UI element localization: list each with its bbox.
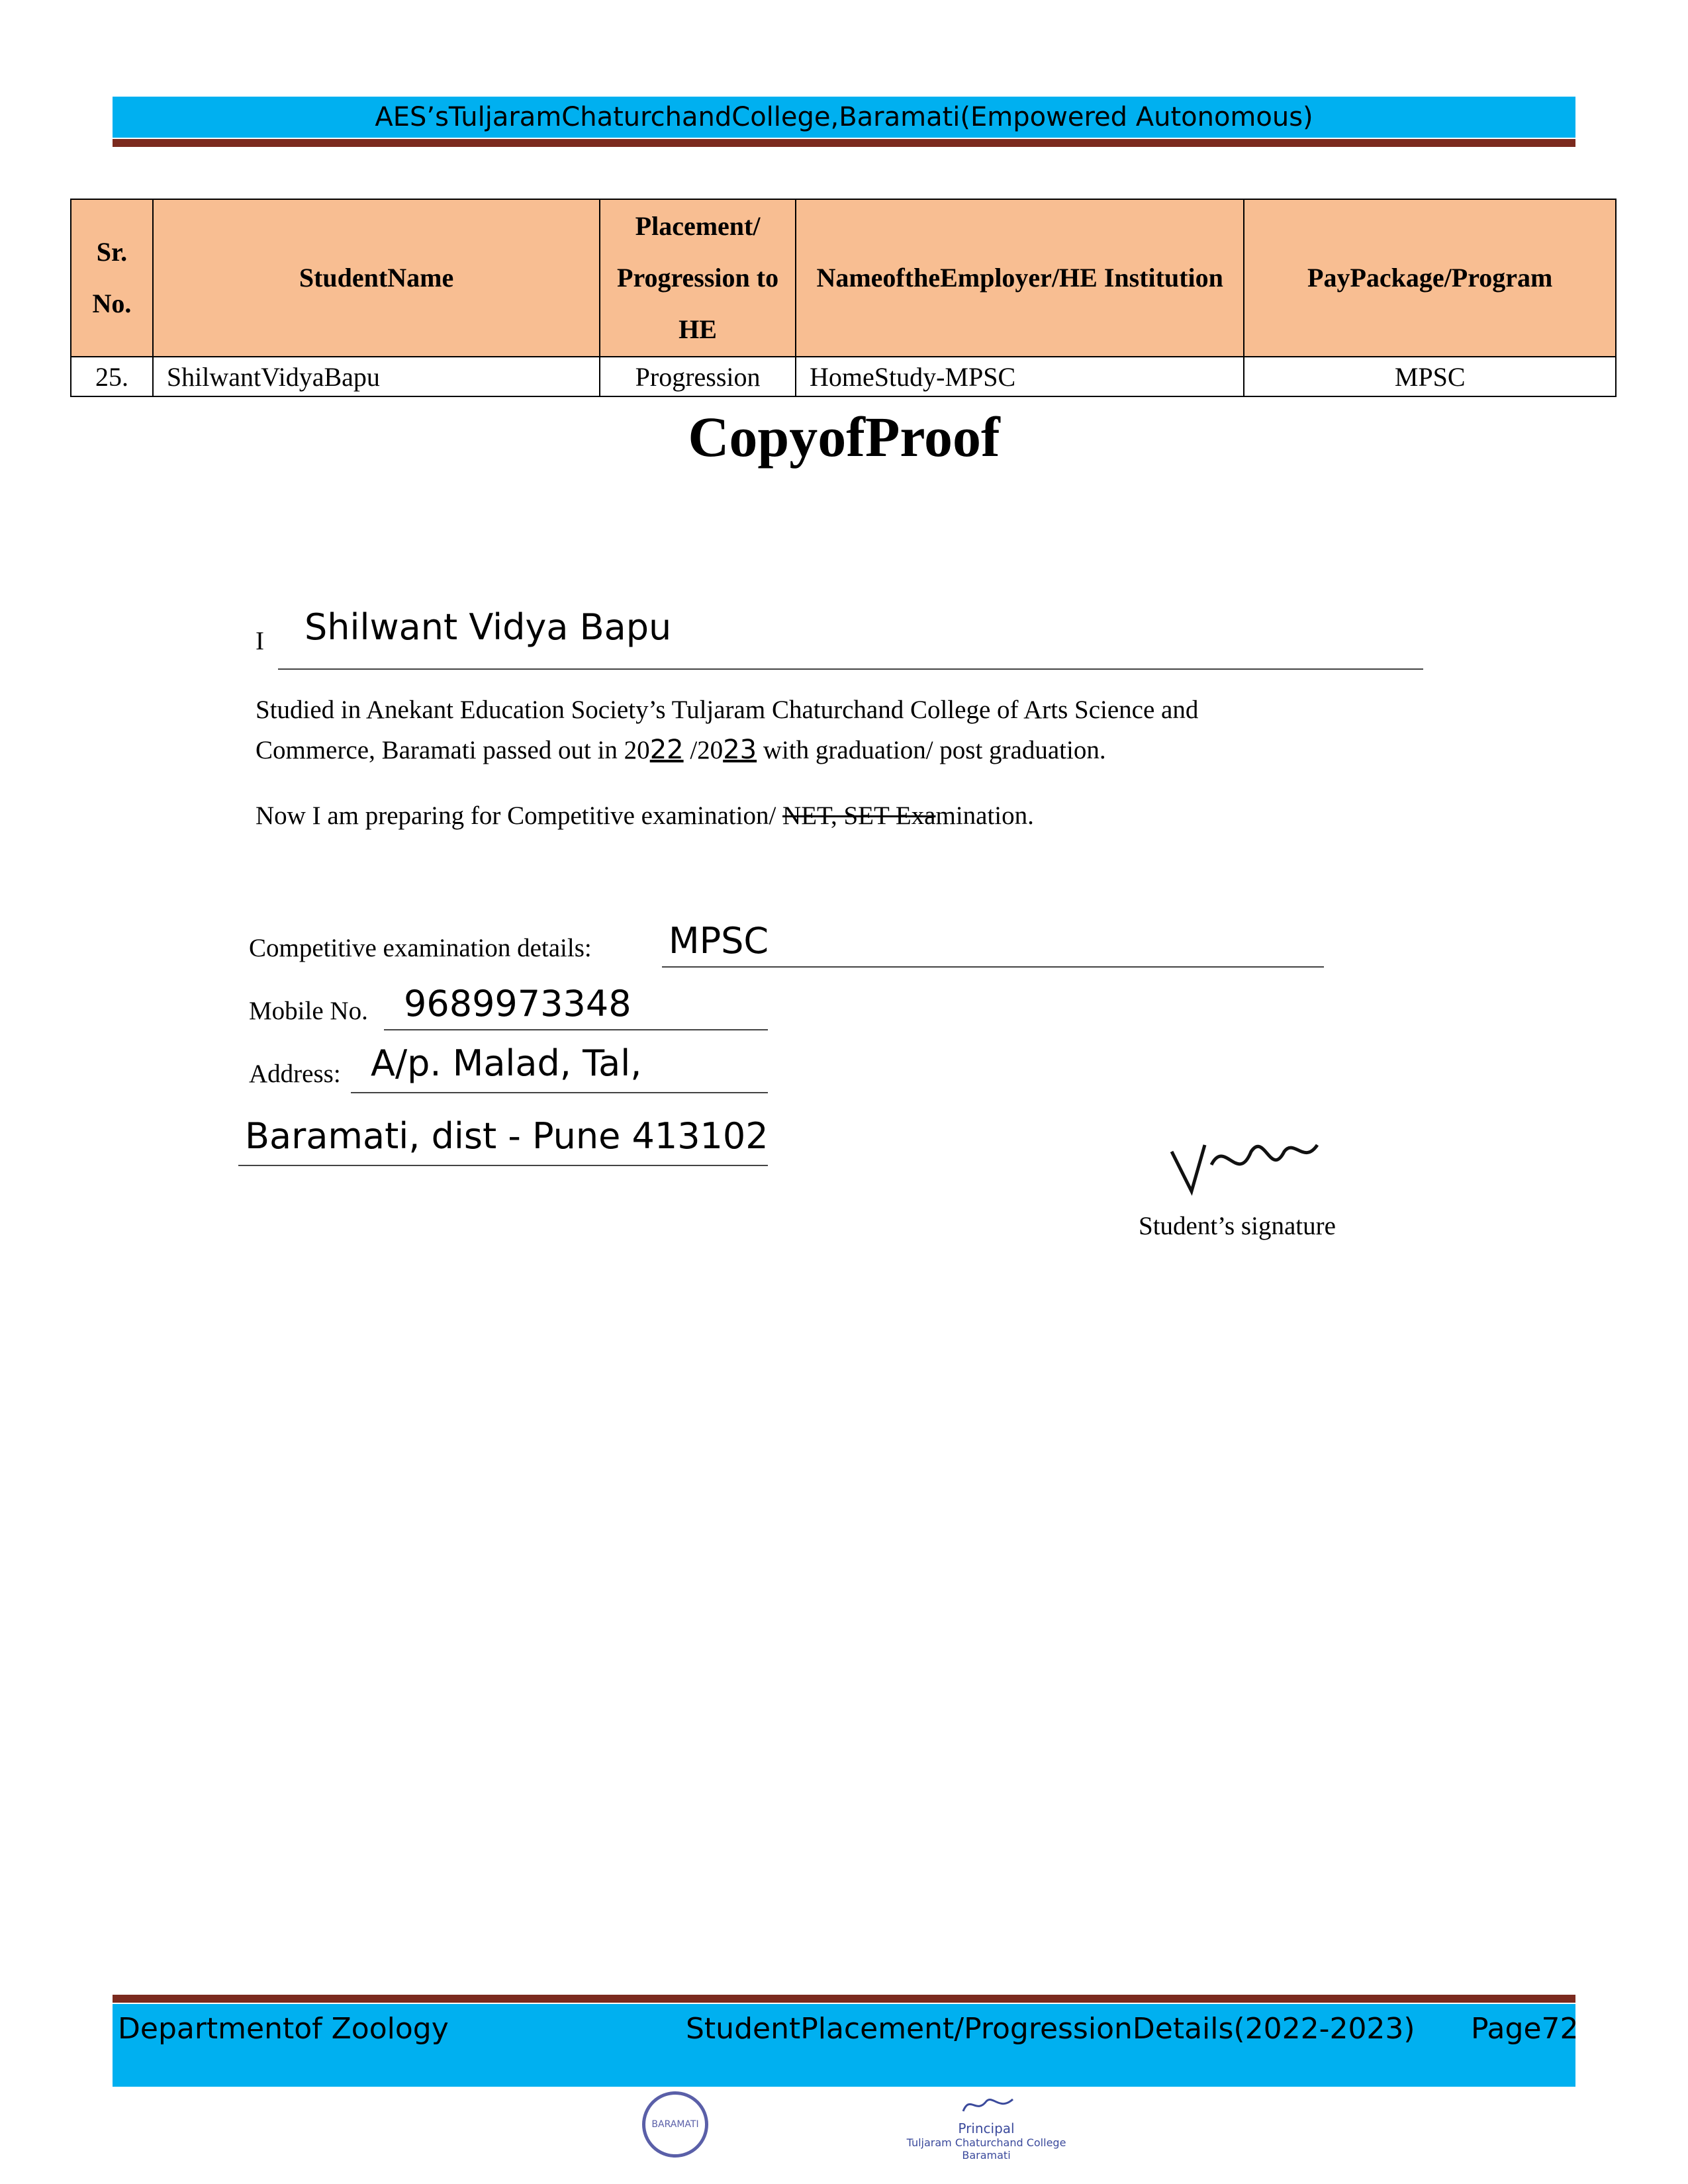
header-title: AES’sTuljaramChaturchandCollege,Baramati(Empowered Autonomous) bbox=[375, 102, 1313, 132]
exam-label: Competitive examination details: bbox=[249, 934, 592, 962]
table-header-row bbox=[71, 199, 1616, 357]
year-1: 22 bbox=[649, 735, 684, 765]
footer-divider bbox=[113, 1995, 1575, 2003]
signature-label: Student’s signature bbox=[1139, 1212, 1336, 1240]
proof-scan bbox=[238, 606, 1456, 1271]
footer-department: Departmentof Zoology bbox=[118, 2012, 449, 2046]
preparing-line-a: Now I am preparing for Competitive examination/ bbox=[256, 801, 783, 830]
col-student-name: StudentName bbox=[153, 199, 600, 357]
studied-line-2 bbox=[256, 735, 1106, 765]
col-sr-no: Sr. No. bbox=[71, 199, 153, 357]
principal-seal bbox=[894, 2091, 1079, 2161]
address-underline-1 bbox=[351, 1092, 768, 1093]
address-line-1: A/p. Malad, Tal, bbox=[371, 1042, 642, 1084]
studied-line-2a: Commerce, Baramati passed out in 20 bbox=[256, 736, 650, 764]
header-divider bbox=[113, 139, 1575, 147]
proof-title: CopyofProof bbox=[688, 405, 1000, 469]
exam-value: MPSC bbox=[669, 920, 769, 962]
preparing-line-b: mination. bbox=[935, 801, 1034, 830]
studied-line-2b: /20 bbox=[683, 736, 724, 764]
college-stamp-icon: BARAMATI bbox=[642, 2091, 708, 2158]
principal-title: Principal bbox=[958, 2120, 1015, 2136]
cell-type: Progression bbox=[600, 357, 796, 396]
preparing-line bbox=[256, 801, 1034, 831]
mobile-underline bbox=[384, 1029, 768, 1030]
table-row bbox=[71, 357, 1616, 396]
mobile-value: 9689973348 bbox=[404, 983, 632, 1024]
principal-city: Baramati bbox=[962, 2149, 1011, 2161]
footer-page: Page72 bbox=[1471, 2012, 1579, 2046]
studied-line-1: Studied in Anekant Education Society’s Tuljaram Chaturchand College of Arts Science and bbox=[256, 696, 1199, 724]
studied-line-2c: with graduation/ post graduation. bbox=[757, 736, 1106, 764]
handwritten-name: Shilwant Vidya Bapu bbox=[305, 606, 672, 648]
address-label: Address: bbox=[249, 1060, 341, 1088]
col-placement: Placement/ Progression to HE bbox=[600, 199, 796, 357]
footer-title: StudentPlacement/ProgressionDetails(2022-2023) bbox=[686, 2012, 1415, 2046]
cell-package: MPSC bbox=[1244, 357, 1616, 396]
progression-table bbox=[70, 199, 1617, 397]
mobile-label: Mobile No. bbox=[249, 997, 368, 1025]
i-label: I bbox=[256, 627, 264, 655]
year-2: 23 bbox=[723, 735, 757, 765]
col-pay-package: PayPackage/Program bbox=[1244, 199, 1616, 357]
address-underline-2 bbox=[238, 1165, 768, 1166]
col-employer: NameoftheEmployer/HE Institution bbox=[796, 199, 1244, 357]
cell-sr: 25. bbox=[71, 357, 153, 396]
principal-signature-icon bbox=[957, 2091, 1016, 2118]
principal-college: Tuljaram Chaturchand College bbox=[906, 2136, 1066, 2149]
cell-employer: HomeStudy-MPSC bbox=[796, 357, 1244, 396]
cell-name: ShilwantVidyaBapu bbox=[153, 357, 600, 396]
address-line-2: Baramati, dist - Pune 413102 bbox=[245, 1115, 769, 1157]
preparing-line-strike: NET, SET Exa bbox=[782, 801, 936, 830]
name-underline bbox=[278, 668, 1423, 670]
signature-scribble bbox=[1165, 1125, 1324, 1205]
exam-underline bbox=[662, 966, 1324, 968]
